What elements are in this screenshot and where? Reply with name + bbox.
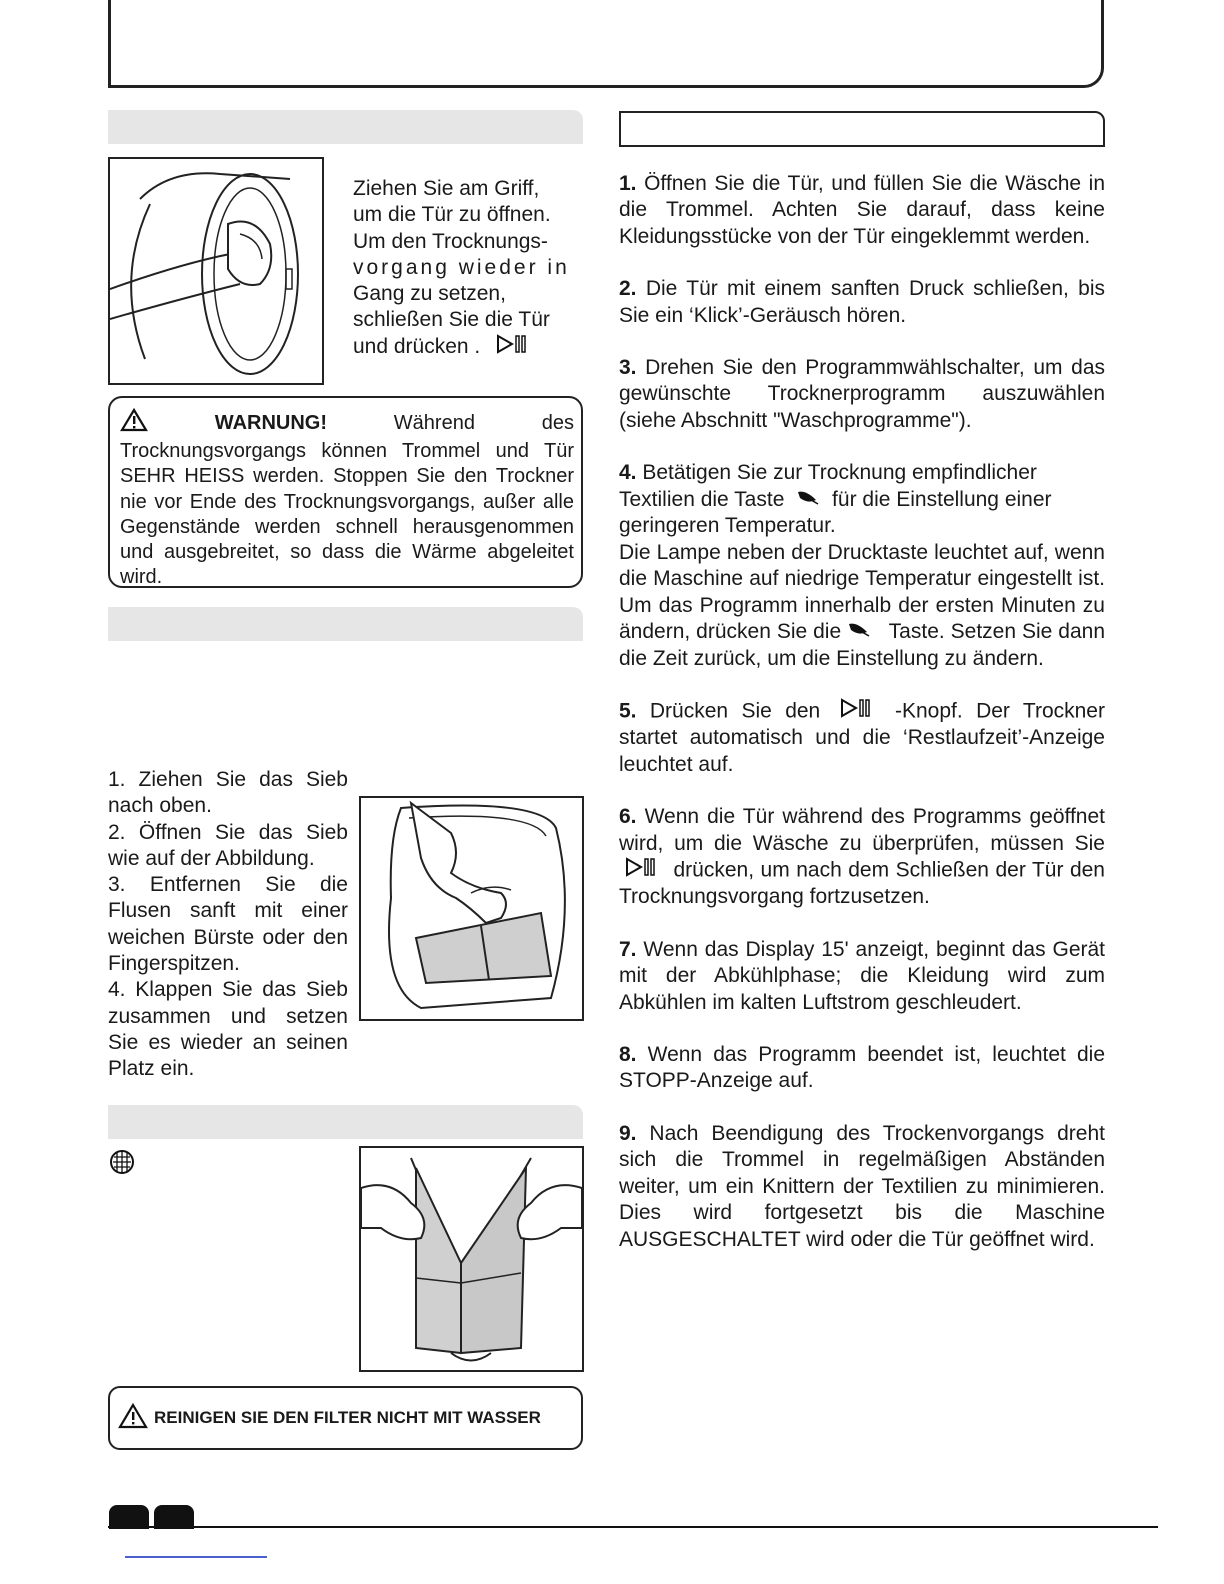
instruction-4 [619, 460, 1105, 539]
instruction-9-num: 9. [619, 1121, 637, 1145]
instruction-4-text-a: Betätigen Sie zur Trocknung empfindlicher Textilien die Taste [619, 461, 1037, 511]
instruction-6-text-a: Wenn die Tür während des Programms geöffnet wird, um die Wäsche zu überprüfen, müssen Sie [619, 805, 1105, 855]
start-pause-icon-3 [625, 857, 661, 884]
instruction-1-text: Öffnen Sie die Tür, und füllen Sie die Wäsche in die Trommel. Achten Sie darauf, dass keine Kleidungsstücke von der Tür eingeklemmt werden. [619, 172, 1105, 248]
section-band-filter [108, 607, 583, 641]
instruction-2-text: Die Tür mit einem sanften Druck schließen, bis Sie ein ‘Klick’-Geräusch hören. [619, 277, 1105, 327]
filter-step-1: 1. Ziehen Sie das Sieb nach oben. [108, 768, 348, 818]
warning-box-no-water [108, 1386, 583, 1450]
instruction-1-num: 1. [619, 172, 637, 195]
door-instruction-text [353, 176, 583, 361]
instruction-6-num: 6. [619, 805, 637, 829]
door-line-1: Ziehen Sie am Griff, [353, 177, 540, 200]
filter-step-2: 2. Öffnen Sie das Sieb wie auf der Abbildung. [108, 820, 348, 870]
filter-removal-illustration [359, 796, 584, 1021]
instruction-4-num: 4. [619, 461, 637, 485]
instruction-5-text-a: Drücken Sie den [636, 699, 834, 723]
feather-icon-2 [847, 619, 871, 645]
door-line-5: Gang zu setzen, [353, 282, 506, 306]
instruction-7-text: Wenn das Display 15' anzeigt, beginnt das Gerät mit der Abkühlphase; die Kleidung wird zum Abkühlen im kalten Luftstrom geschleudert. [619, 937, 1105, 1014]
instruction-2 [619, 276, 1105, 329]
door-line-2: um die Tür zu öffnen. [353, 203, 551, 227]
warning-text: Während des Trocknungsvorgangs können Trommel und Tür SEHR HEISS werden. Stoppen Sie den Trockner nie vor Ende des Trocknungsvorgangs, außer alle Gegenstände werden schnell herausgenommen und ausgebreitet, so dass die Wärme abgeleitet wird. [120, 411, 574, 589]
instruction-9-text: Nach Beendigung des Trockenvorgangs dreht sich die Trommel in regelmäßigen Abständen weiter, um ein Knittern der Textilien zu minimieren. Dies wird fortgesetzt bis die Maschine AUSGESCHALTET wird oder die Tür geöffnet wird. [619, 1121, 1105, 1251]
instruction-6 [619, 804, 1105, 911]
filter-step-3: 3. Entfernen Sie die Flusen sanft mit einer weichen Bürste oder den Fingerspitzen. [108, 873, 348, 976]
warning-triangle-icon-small [118, 1403, 148, 1434]
section-header-box-instructions [619, 111, 1105, 147]
filter-cleaning-illustration [359, 1146, 584, 1372]
filter-image-svg [361, 798, 582, 1019]
warning-triangle-icon [120, 408, 148, 439]
filter-steps [108, 767, 348, 1083]
instruction-8-text: Wenn das Programm beendet ist, leuchtet die STOPP-Anzeige auf. [619, 1043, 1105, 1093]
dryer-instructions [619, 171, 1105, 1279]
start-pause-icon [496, 334, 532, 361]
instruction-3 [619, 355, 1105, 434]
footer-link-underline [125, 1556, 267, 1558]
instruction-6-text-b: drücken, um nach dem Schließen der Tür den Trocknungsvorgang fortzusetzen. [619, 858, 1105, 909]
door-line-3: Um den Trocknungs- [353, 229, 548, 253]
door-line-7-text: und drücken . [353, 334, 481, 358]
filter-cleaning-svg [361, 1148, 582, 1370]
footer-rule [108, 1526, 1158, 1528]
instruction-7-num: 7. [619, 937, 637, 961]
filter-step-4: 4. Klappen Sie das Sieb zusammen und setzen Sie es wieder an seinen Platz ein. [108, 978, 348, 1081]
filter-warning-text: REINIGEN SIE DEN FILTER NICHT MIT WASSER [154, 1408, 541, 1427]
door-line-4: vorgang wieder in [353, 255, 570, 279]
instruction-9 [619, 1121, 1105, 1253]
start-pause-icon-2 [840, 698, 876, 725]
door-opening-illustration [108, 157, 324, 385]
instruction-3-num: 3. [619, 356, 637, 380]
warning-label: WARNUNG! [214, 411, 328, 434]
instruction-8-num: 8. [619, 1043, 637, 1067]
section-band-door [108, 110, 583, 144]
instruction-5-text-b: -Knopf. Der Trockner startet automatisch und die ‘Restlaufzeit’-Anzeige leuchtet auf. [619, 699, 1105, 776]
instruction-1 [619, 171, 1105, 250]
feather-icon [796, 487, 820, 513]
instruction-4-text-c: Die Lampe neben der Drucktaste leuchtet auf, wenn die Maschine auf niedrige Temperatur eingestellt ist. Um das Programm innerhalb der ersten Minuten zu ändern, drücken Sie die [619, 540, 1105, 643]
instruction-5-num: 5. [619, 699, 637, 723]
instruction-8 [619, 1042, 1105, 1095]
instruction-4-continued [619, 540, 1105, 672]
instruction-5 [619, 698, 1105, 778]
door-image-svg [110, 159, 322, 383]
section-band-filter-cleaning [108, 1105, 583, 1139]
instruction-4-text-b: für die Einstellung einer geringeren Temperatur. [619, 487, 1052, 538]
instruction-7 [619, 937, 1105, 1016]
door-line-7 [353, 334, 583, 361]
filter-icon [108, 1148, 136, 1181]
page-header-frame [108, 0, 1104, 88]
door-line-6: schließen Sie die Tür [353, 308, 550, 332]
instruction-4-text-d: Taste. Setzen Sie dann die Zeit zurück, um die Einstellung zu ändern. [619, 619, 1105, 670]
warning-box-hot [108, 396, 583, 588]
instruction-2-num: 2. [619, 277, 637, 301]
instruction-3-text: Drehen Sie den Programmwählschalter, um das gewünschte Trocknerprogramm auszuwählen (siehe Abschnitt "Waschprogramme"). [619, 356, 1105, 432]
